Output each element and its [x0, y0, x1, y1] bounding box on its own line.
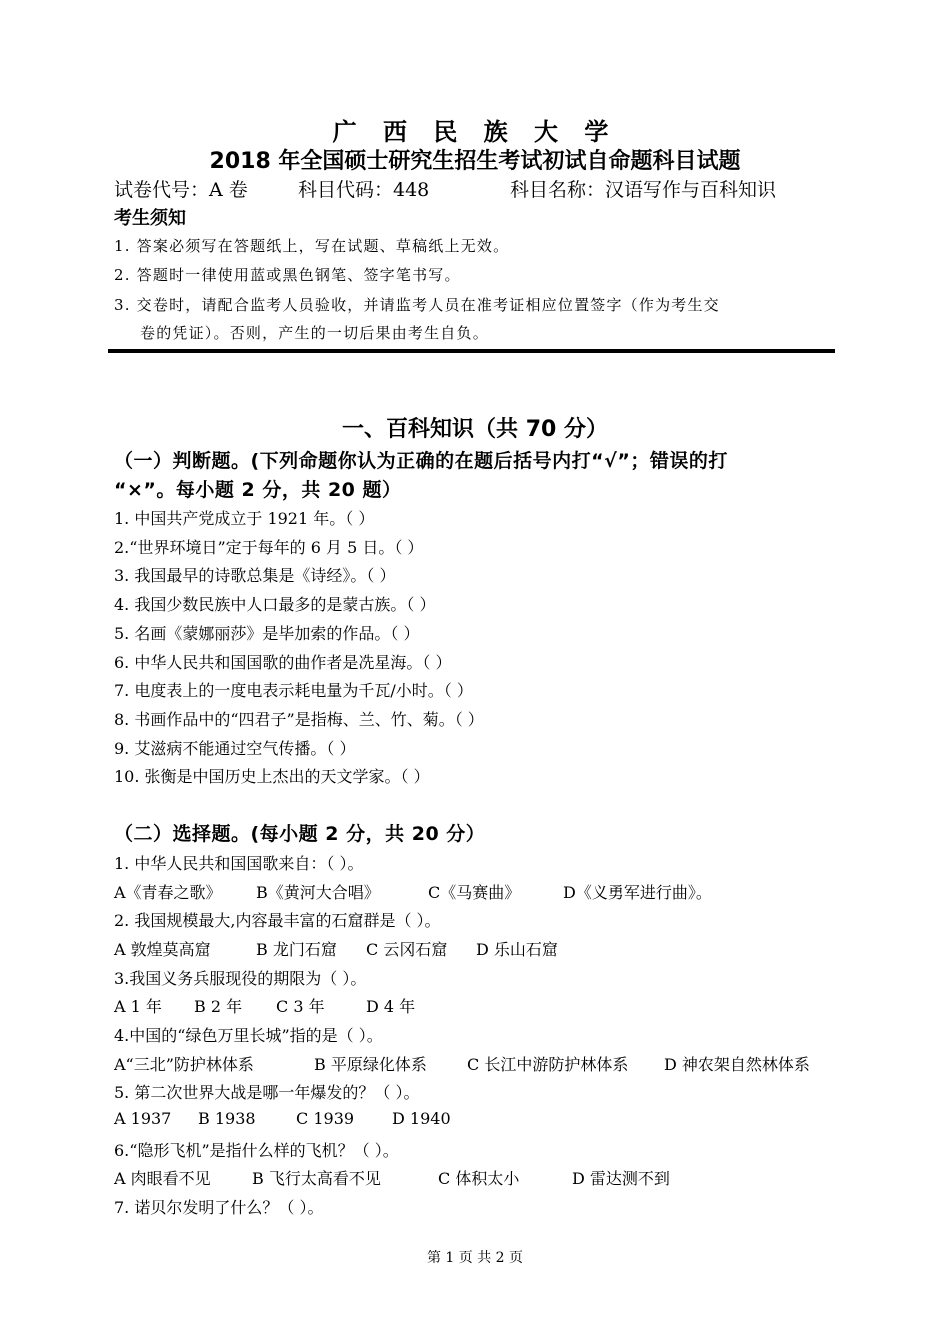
judgment-question: 8. 书画作品中的“四君子”是指梅、兰、竹、菊。（ ）	[114, 710, 484, 729]
choice-option: D 4 年	[366, 997, 416, 1016]
choice-option: B 飞行太高看不见	[252, 1169, 381, 1188]
subject-code: 科目代码：448	[298, 179, 430, 201]
notice-item: 3. 交卷时，请配合监考人员验收，并请监考人员在准考证相应位置签字（作为考生交	[114, 296, 720, 314]
judgment-question: 2.“世界环境日”定于每年的 6 月 5 日。（ ）	[114, 538, 424, 557]
choice-option: A“三北”防护林体系	[114, 1055, 254, 1074]
choice-option: A 1 年	[114, 997, 162, 1016]
section-title: 一、百科知识（共 70 分）	[342, 417, 608, 442]
subject-name: 科目名称：汉语写作与百科知识	[510, 179, 777, 201]
judgment-question: 3. 我国最早的诗歌总集是《诗经》。（ ）	[114, 566, 396, 585]
choice-option: B 平原绿化体系	[314, 1055, 427, 1074]
choice-option: C 1939	[296, 1109, 355, 1128]
choice-option: D 乐山石窟	[476, 940, 558, 959]
choice-question: 1. 中华人民共和国国歌来自：（ ）。	[114, 854, 364, 873]
choice-question: 2. 我国规模最大,内容最丰富的石窟群是（ ）。	[114, 911, 441, 930]
paper-code: 试卷代号：A 卷	[114, 179, 248, 201]
notice-title: 考生须知	[114, 208, 186, 229]
choice-option: A《青春之歌》	[114, 883, 222, 902]
choice-question: 7. 诺贝尔发明了什么？（ ）。	[114, 1198, 324, 1217]
choice-option: C 体积太小	[438, 1169, 520, 1188]
choice-option: D《义勇军进行曲》。	[563, 883, 712, 902]
choice-option: B 龙门石窟	[256, 940, 337, 959]
judgment-question: 9. 艾滋病不能通过空气传播。（ ）	[114, 739, 356, 758]
judgment-heading: （一）判断题。(下列命题你认为正确的在题后括号内打“√”；错误的打	[114, 450, 728, 472]
choice-heading: （二）选择题。(每小题 2 分，共 20 分）	[114, 823, 486, 845]
choice-option: B 2 年	[194, 997, 243, 1016]
judgment-question: 10. 张衡是中国历史上杰出的天文学家。（ ）	[114, 767, 430, 786]
header-divider	[108, 349, 835, 353]
judgment-question: 5. 名画《蒙娜丽莎》是毕加索的作品。（ ）	[114, 624, 420, 643]
judgment-question: 6. 中华人民共和国国歌的曲作者是冼星海。（ ）	[114, 653, 452, 672]
university-name: 广 西 民 族 大 学	[332, 118, 618, 146]
choice-option: A 敦煌莫高窟	[114, 940, 211, 959]
choice-question: 5. 第二次世界大战是哪一年爆发的？（ ）。	[114, 1083, 420, 1102]
choice-option: C 长江中游防护林体系	[467, 1055, 629, 1074]
page-number: 第 1 页 共 2 页	[426, 1250, 524, 1266]
choice-option: B 1938	[198, 1109, 256, 1128]
notice-item: 2. 答题时一律使用蓝或黑色钢笔、签字笔书写。	[114, 266, 461, 284]
choice-option: D 1940	[392, 1109, 451, 1128]
choice-option: C《马赛曲》	[428, 883, 521, 902]
choice-option: A 1937	[114, 1109, 172, 1128]
judgment-question: 7. 电度表上的一度电表示耗电量为千瓦/小时。（ ）	[114, 681, 473, 700]
choice-option: C 3 年	[276, 997, 325, 1016]
choice-question: 6.“隐形飞机”是指什么样的飞机？（ ）。	[114, 1141, 399, 1160]
choice-option: A 肉眼看不见	[114, 1169, 211, 1188]
notice-item: 1. 答案必须写在答题纸上，写在试题、草稿纸上无效。	[114, 237, 510, 255]
judgment-question: 1. 中国共产党成立于 1921 年。（ ）	[114, 509, 375, 528]
judgment-heading-cont: “×”。每小题 2 分，共 20 题）	[114, 479, 402, 501]
choice-option: D 雷达测不到	[572, 1169, 670, 1188]
judgment-question: 4. 我国少数民族中人口最多的是蒙古族。（ ）	[114, 595, 436, 614]
notice-item: 卷的凭证）。否则，产生的一切后果由考生自负。	[140, 324, 489, 342]
exam-title: 2018 年全国硕士研究生招生考试初试自命题科目试题	[209, 149, 741, 174]
choice-question: 4.中国的“绿色万里长城”指的是（ ）。	[114, 1026, 383, 1045]
choice-question: 3.我国义务兵服现役的期限为（ ）。	[114, 969, 367, 988]
choice-option: C 云冈石窟	[366, 940, 448, 959]
choice-option: B《黄河大合唱》	[256, 883, 380, 902]
choice-option: D 神农架自然林体系	[664, 1055, 810, 1074]
